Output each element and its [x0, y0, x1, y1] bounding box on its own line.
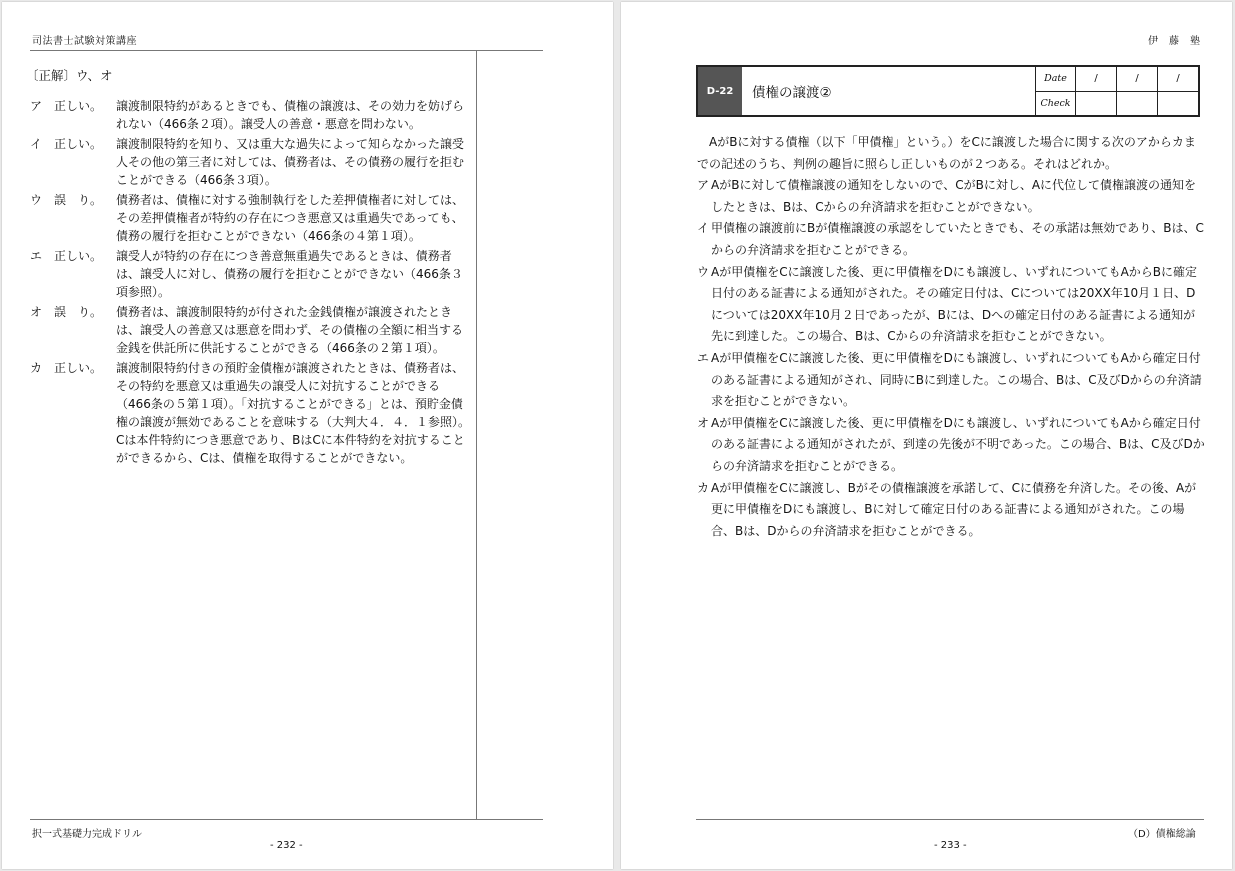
explanation-text: 譲受人が特約の存在につき善意無重過失であるときは、債務者は、譲受人に対し、債務の履行を拒むことができない（466条３項参照）。: [116, 249, 463, 299]
question-item-label: ア: [697, 178, 710, 193]
question-item-label: オ: [697, 415, 710, 430]
footer-rule: [696, 819, 1204, 820]
question-item-text: Aが甲債権をCに譲渡した後、更に甲債権をDにも譲渡し、いずれについてもAから確定日付のある証書による通知がされ、同時にBに到達した。この場合、Bは、C及びDからの弁済請求を拒むことができない。: [711, 350, 1202, 409]
explanation-list: [30, 97, 470, 469]
question-item-label: カ: [697, 480, 710, 495]
right-page-footer: （D）債権総論: [1128, 829, 1196, 840]
explanation-text: 譲渡制限特約付きの預貯金債権が譲渡されたときは、債務者は、その特約を悪意又は重過失の譲受人に対抗することができる（466条の５第１項）。「対抗することができる」とは、預貯金債権の譲渡が無効であることを意味する（大判大４．４．１参照）。Cは本件特約につき悪意であり、BはCに本件特約を対抗することができるから、Cは、債権を取得することができない。: [116, 361, 471, 465]
question-item-label: イ: [697, 221, 710, 236]
explanation-text: 譲渡制限特約を知り、又は重大な過失によって知らなかった譲受人その他の第三者に対しては、債務者は、その債務の履行を拒むことができる（466条３項）。: [116, 137, 465, 187]
left-page-header: 司法書士試験対策講座: [32, 36, 137, 47]
check-label: Check: [1036, 92, 1076, 116]
question-item-text: Aが甲債権をCに譲渡し、Bがその債権譲渡を承諾して、Cに債務を弁済した。その後、Aが更に甲債権をDにも譲渡し、Bに対して確定日付のある証書による通知がされた。この場合、Bは、Dからの弁済請求を拒むことができる。: [711, 480, 1197, 538]
explanation-text: 譲渡制限特約があるときでも、債権の譲渡は、その効力を妨げられない（466条２項）。譲受人の善意・悪意を問わない。: [116, 99, 465, 131]
explanation-text: 債務者は、債権に対する強制執行をした差押債権者に対しては、その差押債権者が特約の存在につき悪意又は重過失であっても、債務の履行を拒むことができない（466条の４第１項）。: [116, 193, 465, 243]
question-body: [697, 132, 1205, 542]
left-page-footer: 択一式基礎力完成ドリル: [32, 829, 142, 840]
header-rule: [30, 50, 543, 51]
question-item-text: Aが甲債権をCに譲渡した後、更に甲債権をDにも譲渡し、いずれについてもAから確定日付のある証書による通知がされたが、到達の先後が不明であった。この場合、Bは、C及びDからの弁済請求を拒むことができる。: [711, 415, 1205, 473]
question-item-label: エ: [697, 350, 710, 365]
right-page-header: 伊 藤 塾: [1148, 36, 1201, 47]
question-header-box: [696, 65, 1200, 117]
question-title: 債権の譲渡②: [752, 85, 832, 101]
date-cell[interactable]: /: [1157, 67, 1198, 91]
explanation-item: [30, 359, 470, 467]
explanation-label: ア 正しい。: [30, 99, 103, 113]
explanation-item: [30, 247, 470, 301]
explanation-label: オ 誤 り。: [30, 305, 103, 319]
explanation-item: [30, 97, 470, 133]
footer-rule: [30, 819, 543, 820]
page-number: - 232 -: [270, 840, 303, 851]
check-cell[interactable]: [1157, 92, 1198, 116]
question-id: D-22: [698, 67, 742, 115]
explanation-label: ウ 誤 り。: [30, 193, 103, 207]
check-cell[interactable]: [1076, 92, 1116, 116]
question-item-text: Aが甲債権をCに譲渡した後、更に甲債権をDにも譲渡し、いずれについてもAからBに確定日付のある証書による通知がされた。その確定日付は、Cについては20XX年10月１日、Dについては20XX年10月２日であったが、Bには、Dへの確定日付のある証書による通知が先に到達した。この場合、Bは、Cからの弁済請求を拒むことができない。: [711, 264, 1198, 344]
question-item: [697, 478, 1205, 543]
explanation-label: エ 正しい。: [30, 249, 103, 263]
explanation-item: [30, 135, 470, 189]
question-item: [697, 218, 1205, 261]
check-row: [1036, 91, 1198, 116]
answer-line: 〔正解〕ウ、オ: [26, 68, 113, 83]
date-cell[interactable]: /: [1094, 73, 1098, 85]
question-item: [697, 175, 1205, 218]
explanation-item: [30, 191, 470, 245]
date-label: Date: [1036, 67, 1076, 91]
date-row: [1036, 67, 1198, 91]
explanation-item: [30, 303, 470, 357]
question-intro: AがBに対する債権（以下「甲債権」という。）をCに譲渡した場合に関する次のアからカまでの記述のうち、判例の趣旨に照らし正しいものが２つある。それはどれか。: [697, 135, 1196, 171]
date-cell[interactable]: /: [1116, 67, 1157, 91]
left-page: [2, 2, 613, 869]
explanation-label: カ 正しい。: [30, 361, 103, 375]
date-check-grid: [1035, 67, 1198, 115]
question-item-text: 甲債権の譲渡前にBが債権譲渡の承認をしていたときでも、その承諾は無効であり、Bは、Cからの弁済請求を拒むことができる。: [711, 221, 1204, 257]
question-item-text: AがBに対して債権譲渡の通知をしないので、CがBに対し、Aに代位して債権譲渡の通知をしたときは、Bは、Cからの弁済請求を拒むことができない。: [711, 178, 1197, 214]
question-item: [697, 262, 1205, 348]
check-cell[interactable]: [1116, 92, 1157, 116]
question-item: [697, 413, 1205, 478]
page-number: - 233 -: [934, 840, 967, 851]
explanation-label: イ 正しい。: [30, 137, 103, 151]
column-divider: [476, 50, 477, 819]
question-item: [697, 348, 1205, 413]
right-page: [621, 2, 1232, 869]
explanation-text: 債務者は、譲渡制限特約が付された金銭債権が譲渡されたときは、譲受人の善意又は悪意を問わず、その債権の全額に相当する金銭を供託所に供託することができる（466条の２第１項）。: [116, 305, 464, 355]
question-item-label: ウ: [697, 264, 710, 279]
